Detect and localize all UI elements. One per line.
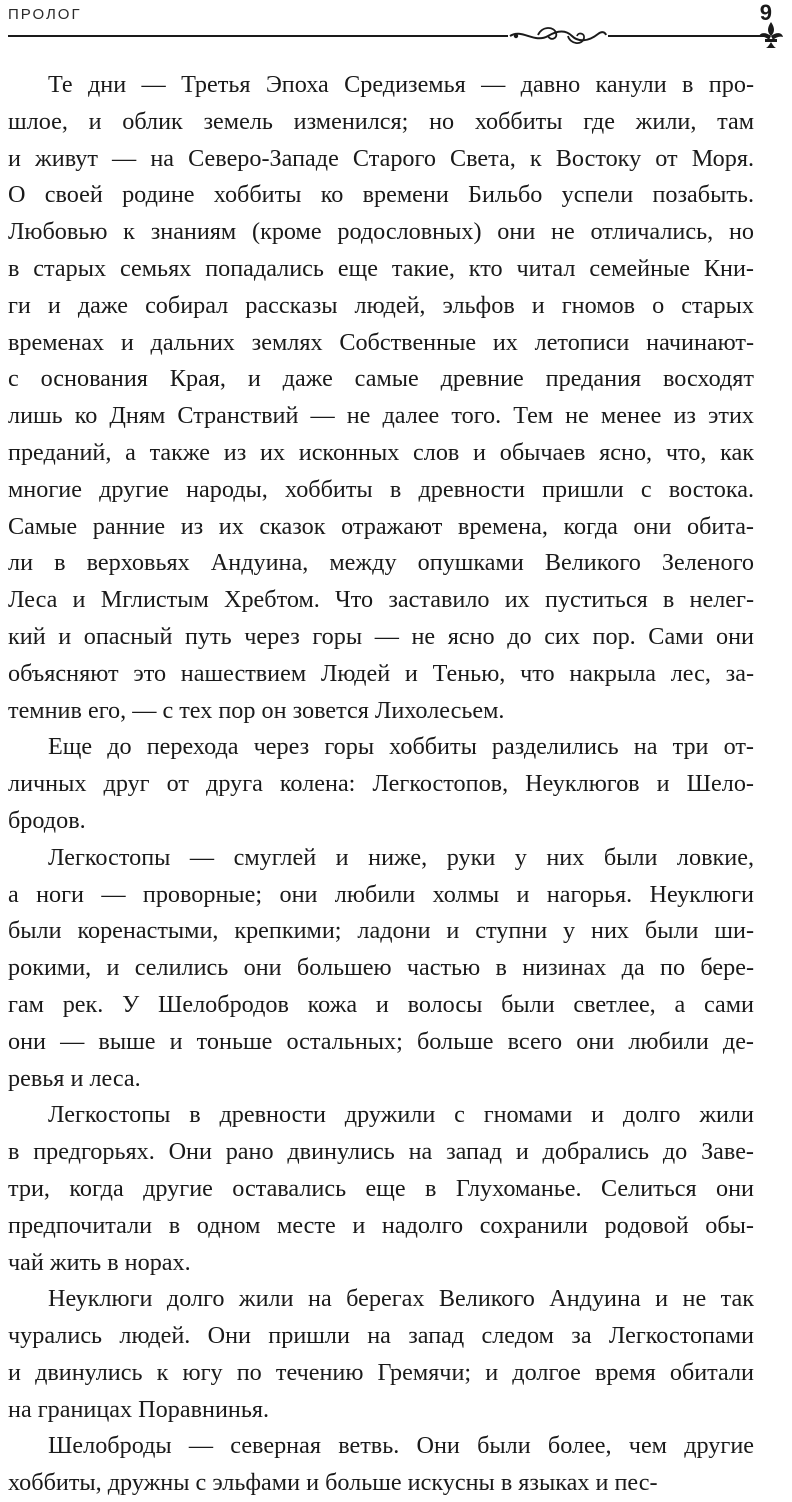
text-line: временах и дальних землях Собственные их летописи начинают- xyxy=(8,328,754,356)
paragraph xyxy=(8,67,754,729)
text-line: Любовью к знаниям (кроме родословных) они не отличались, но xyxy=(8,218,754,246)
text-line: лишь ко Дням Странствий — не далее того. Тем не менее из этих xyxy=(8,402,754,430)
paragraph xyxy=(8,1097,754,1281)
text-line: рокими, и селились они большею частью в низинах да по бере- xyxy=(8,954,754,982)
running-head: ПРОЛОГ xyxy=(8,6,82,23)
text-line: Самые ранние из их сказок отражают времена, когда они обита- xyxy=(8,512,754,540)
text-line: в предгорьях. Они рано двинулись на запад и добрались до Заве- xyxy=(8,1138,754,1166)
text-line: с основания Края, и даже самые древние предания восходят xyxy=(8,365,754,393)
text-line: и живут — на Северо-Западе Старого Света, к Востоку от Моря. xyxy=(8,144,754,172)
text-line: преданий, а также из их исконных слов и обычаев ясно, что, как xyxy=(8,438,754,466)
text-line: и двинулись к югу по течению Гремячи; и долгое время обитали xyxy=(8,1358,754,1386)
paragraph xyxy=(8,1281,754,1428)
text-line: три, когда другие оставались еще в Глухоманье. Селиться они xyxy=(8,1174,754,1202)
text-line: гам рек. У Шелобродов кожа и волосы были светлее, а сами xyxy=(8,990,754,1018)
text-line: Еще до перехода через горы хоббиты разделились на три от- xyxy=(48,733,754,761)
page-header xyxy=(8,0,792,52)
text-line: объясняют это нашествием Людей и Тенью, что накрыла лес, за- xyxy=(8,659,754,687)
text-line: в старых семьях попадались еще такие, кто читал семейные Кни- xyxy=(8,254,754,282)
text-line: О своей родине хоббиты ко времени Бильбо успели позабыть. xyxy=(8,181,754,209)
text-line: личных друг от друга колена: Легкостопов, Неуклюгов и Шело- xyxy=(8,770,754,798)
text-line: темнив его, — с тех пор он зовется Лихолесьем. xyxy=(8,696,505,724)
text-line: хоббиты, дружны с эльфами и больше искусны в языках и пес- xyxy=(8,1469,658,1497)
text-line: ли в верховьях Андуина, между опушками Великого Зеленого xyxy=(8,549,754,577)
scroll-flourish-icon xyxy=(508,16,608,52)
text-line: ги и даже собирал рассказы людей, эльфов и гномов о старых xyxy=(8,291,754,319)
paragraph xyxy=(8,729,754,839)
text-line: Неуклюги долго жили на берегах Великого Андуина и не так xyxy=(48,1285,754,1313)
body-text xyxy=(8,67,754,1502)
paragraph xyxy=(8,1428,754,1502)
text-line: чурались людей. Они пришли на запад следом за Легкостопами xyxy=(8,1322,754,1350)
text-line: Те дни — Третья Эпоха Средиземья — давно канули в про- xyxy=(48,71,754,98)
fleur-de-lis-icon xyxy=(756,20,786,50)
text-line: предпочитали в одном месте и надолго сохранили родовой обы- xyxy=(8,1211,754,1239)
text-line: кий и опасный путь через горы — не ясно до сих пор. Сами они xyxy=(8,622,754,650)
text-line: они — выше и тоньше остальных; больше всего они любили де- xyxy=(8,1027,754,1055)
text-line: шлое, и облик земель изменился; но хоббиты где жили, там xyxy=(8,107,754,135)
text-line: бродов. xyxy=(8,806,86,834)
text-line: Легкостопы в древности дружили с гномами и долго жили xyxy=(48,1101,754,1129)
text-line: ревья и леса. xyxy=(8,1064,141,1092)
text-line: Легкостопы — смуглей и ниже, руки у них были ловкие, xyxy=(48,843,754,871)
text-line: на границах Поравнинья. xyxy=(8,1395,270,1423)
text-line: Леса и Мглистым Хребтом. Что заставило их пуститься в нелег- xyxy=(8,586,754,614)
paragraph xyxy=(8,840,754,1098)
text-line: многие другие народы, хоббиты в древности пришли с востока. xyxy=(8,475,754,503)
text-line: были коренастыми, крепкими; ладони и ступни у них были ши- xyxy=(8,917,754,945)
text-line: Шелоброды — северная ветвь. Они были более, чем другие xyxy=(48,1432,754,1460)
text-line: а ноги — проворные; они любили холмы и нагорья. Неуклюги xyxy=(8,880,754,908)
header-rule xyxy=(8,35,770,37)
page-number: 9 xyxy=(759,0,772,25)
text-line: чай жить в норах. xyxy=(8,1248,191,1276)
